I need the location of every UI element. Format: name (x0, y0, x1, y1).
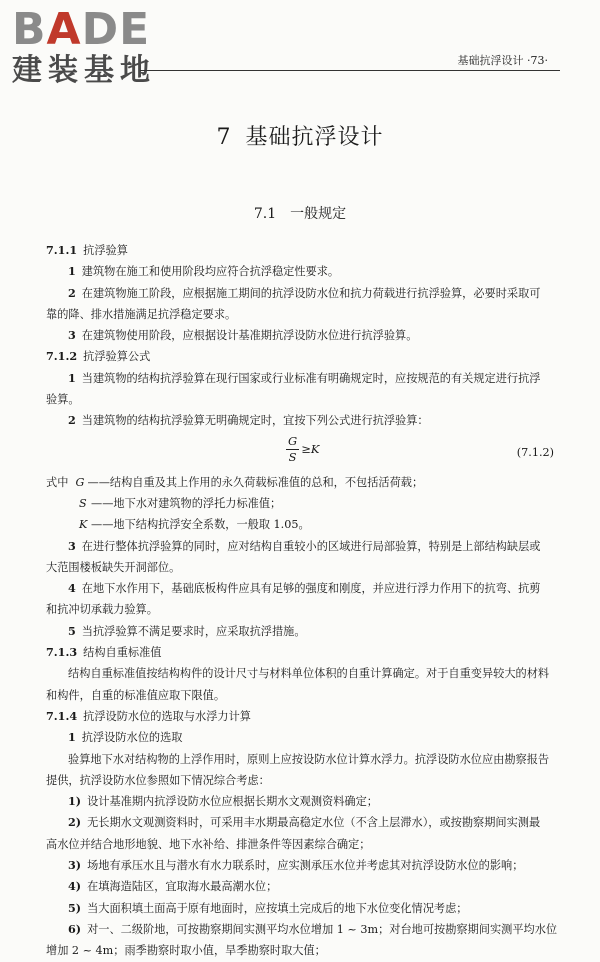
list-item: 6) 对一、二级阶地，可按勘察期间实测平均水位增加 1 ~ 3m；对台地可按勘察期间实测平均水位 (68, 921, 558, 936)
header-rule (140, 70, 560, 71)
running-header: 基础抗浮设计 ·73· (457, 54, 548, 67)
chapter-title (0, 120, 600, 151)
paragraph: 4 在地下水作用下，基础底板构件应具有足够的强度和刚度，并应进行浮力作用下的抗弯、抗剪 (68, 581, 541, 596)
paragraph: 3 在建筑物使用阶段，应根据设计基准期抗浮设防水位进行抗浮验算。 (68, 328, 418, 343)
paragraph-cont: 靠的降、排水措施满足抗浮稳定要求。 (46, 307, 237, 321)
paragraph-cont: 和抗冲切承载力验算。 (46, 603, 158, 617)
where-line: 式中 G ——结构自重及其上作用的永久荷载标准值的总和，不包括活荷载； (46, 475, 424, 489)
logo-subtitle: 建装基地 (12, 53, 156, 88)
paragraph: 2 当建筑物的结构抗浮验算无明确规定时，宜按下列公式进行抗浮验算： (68, 413, 429, 428)
paragraph: 结构自重标准值按结构构件的设计尺寸与材料单位体积的自重计算确定。对于自重变异较大的材料 (68, 667, 550, 681)
paragraph: 验算地下水对结构物的上浮作用时，原则上应按设防水位计算水浮力。抗浮设防水位应由勘察报告 (68, 752, 550, 766)
clause-heading: 7.1.4 抗浮设防水位的选取与水浮力计算 (46, 708, 251, 723)
paragraph: 3 在进行整体抗浮验算的同时，应对结构自重较小的区域进行局部验算，特别是上部结构缺层或 (68, 538, 541, 553)
paragraph: 1 抗浮设防水位的选取 (68, 730, 183, 745)
equation-number: (7.1.2) (516, 445, 554, 459)
clause-heading: 7.1.2 抗浮验算公式 (46, 349, 151, 364)
chapter-title-text: 基础抗浮设计 (245, 125, 384, 150)
formula-relation: ≥K (301, 441, 320, 456)
paragraph-cont: 提供，抗浮设防水位参照如下情况综合考虑： (46, 773, 270, 787)
paragraph: 1 建筑物在施工和使用阶段均应符合抗浮稳定性要求。 (68, 264, 340, 279)
formula-fraction: $\frac{G}{S}$ (288, 433, 298, 464)
list-item-cont: 增加 2 ~ 4m；雨季勘察时取小值，旱季勘察时取大值； (46, 944, 326, 958)
formula (46, 432, 560, 472)
clause-heading: 7.1.3 结构自重标准值 (46, 645, 162, 660)
list-item-cont: 高水位并结合地形地貌、地下水补给、排泄条件等因素综合确定； (46, 837, 371, 851)
list-item: 1) 设计基准期内抗浮设防水位应根据长期水文观测资料确定； (68, 794, 378, 809)
publisher-logo (12, 4, 187, 88)
list-item: 5) 当大面积填土面高于原有地面时，应按填土完成后的地下水位变化情况考虑； (68, 900, 468, 915)
list-item: 2) 无长期水文观测资料时，可采用丰水期最高稳定水位（不含上层滞水），或按勘察期间实测最 (68, 815, 541, 830)
where-line: K ——地下结构抗浮安全系数，一般取 1.05。 (79, 518, 310, 532)
chapter-number: 7 (216, 125, 232, 150)
clause-heading: 7.1.1 抗浮验算 (46, 243, 128, 257)
logo-brand: BADE (12, 4, 151, 55)
paragraph: 5 当抗浮验算不满足要求时，应采取抗浮措施。 (68, 623, 306, 638)
list-item: 3) 场地有承压水且与潜水有水力联系时，应实测承压水位并考虑其对抗浮设防水位的影响； (68, 858, 524, 873)
paragraph: 1 当建筑物的结构抗浮验算在现行国家或行业标准有明确规定时，应按规范的有关规定进行抗浮 (68, 370, 541, 385)
body-text (46, 240, 560, 962)
section-title (0, 203, 600, 223)
section-number: 7.1 (253, 206, 277, 222)
paragraph-cont: 和构件，自重的标准值应取下限值。 (46, 688, 226, 702)
paragraph-cont: 验算。 (46, 393, 80, 407)
where-line: S ——地下水对建筑物的浮托力标准值； (79, 496, 282, 510)
list-item: 4) 在填海造陆区，宜取海水最高潮水位； (68, 879, 278, 894)
paragraph: 2 在建筑物施工阶段，应根据施工期间的抗浮设防水位和抗力荷载进行抗浮验算，必要时采取可 (68, 285, 541, 300)
paragraph-cont: 大范围楼板缺失开洞部位。 (46, 560, 181, 574)
section-title-text: 一般规定 (290, 206, 347, 222)
